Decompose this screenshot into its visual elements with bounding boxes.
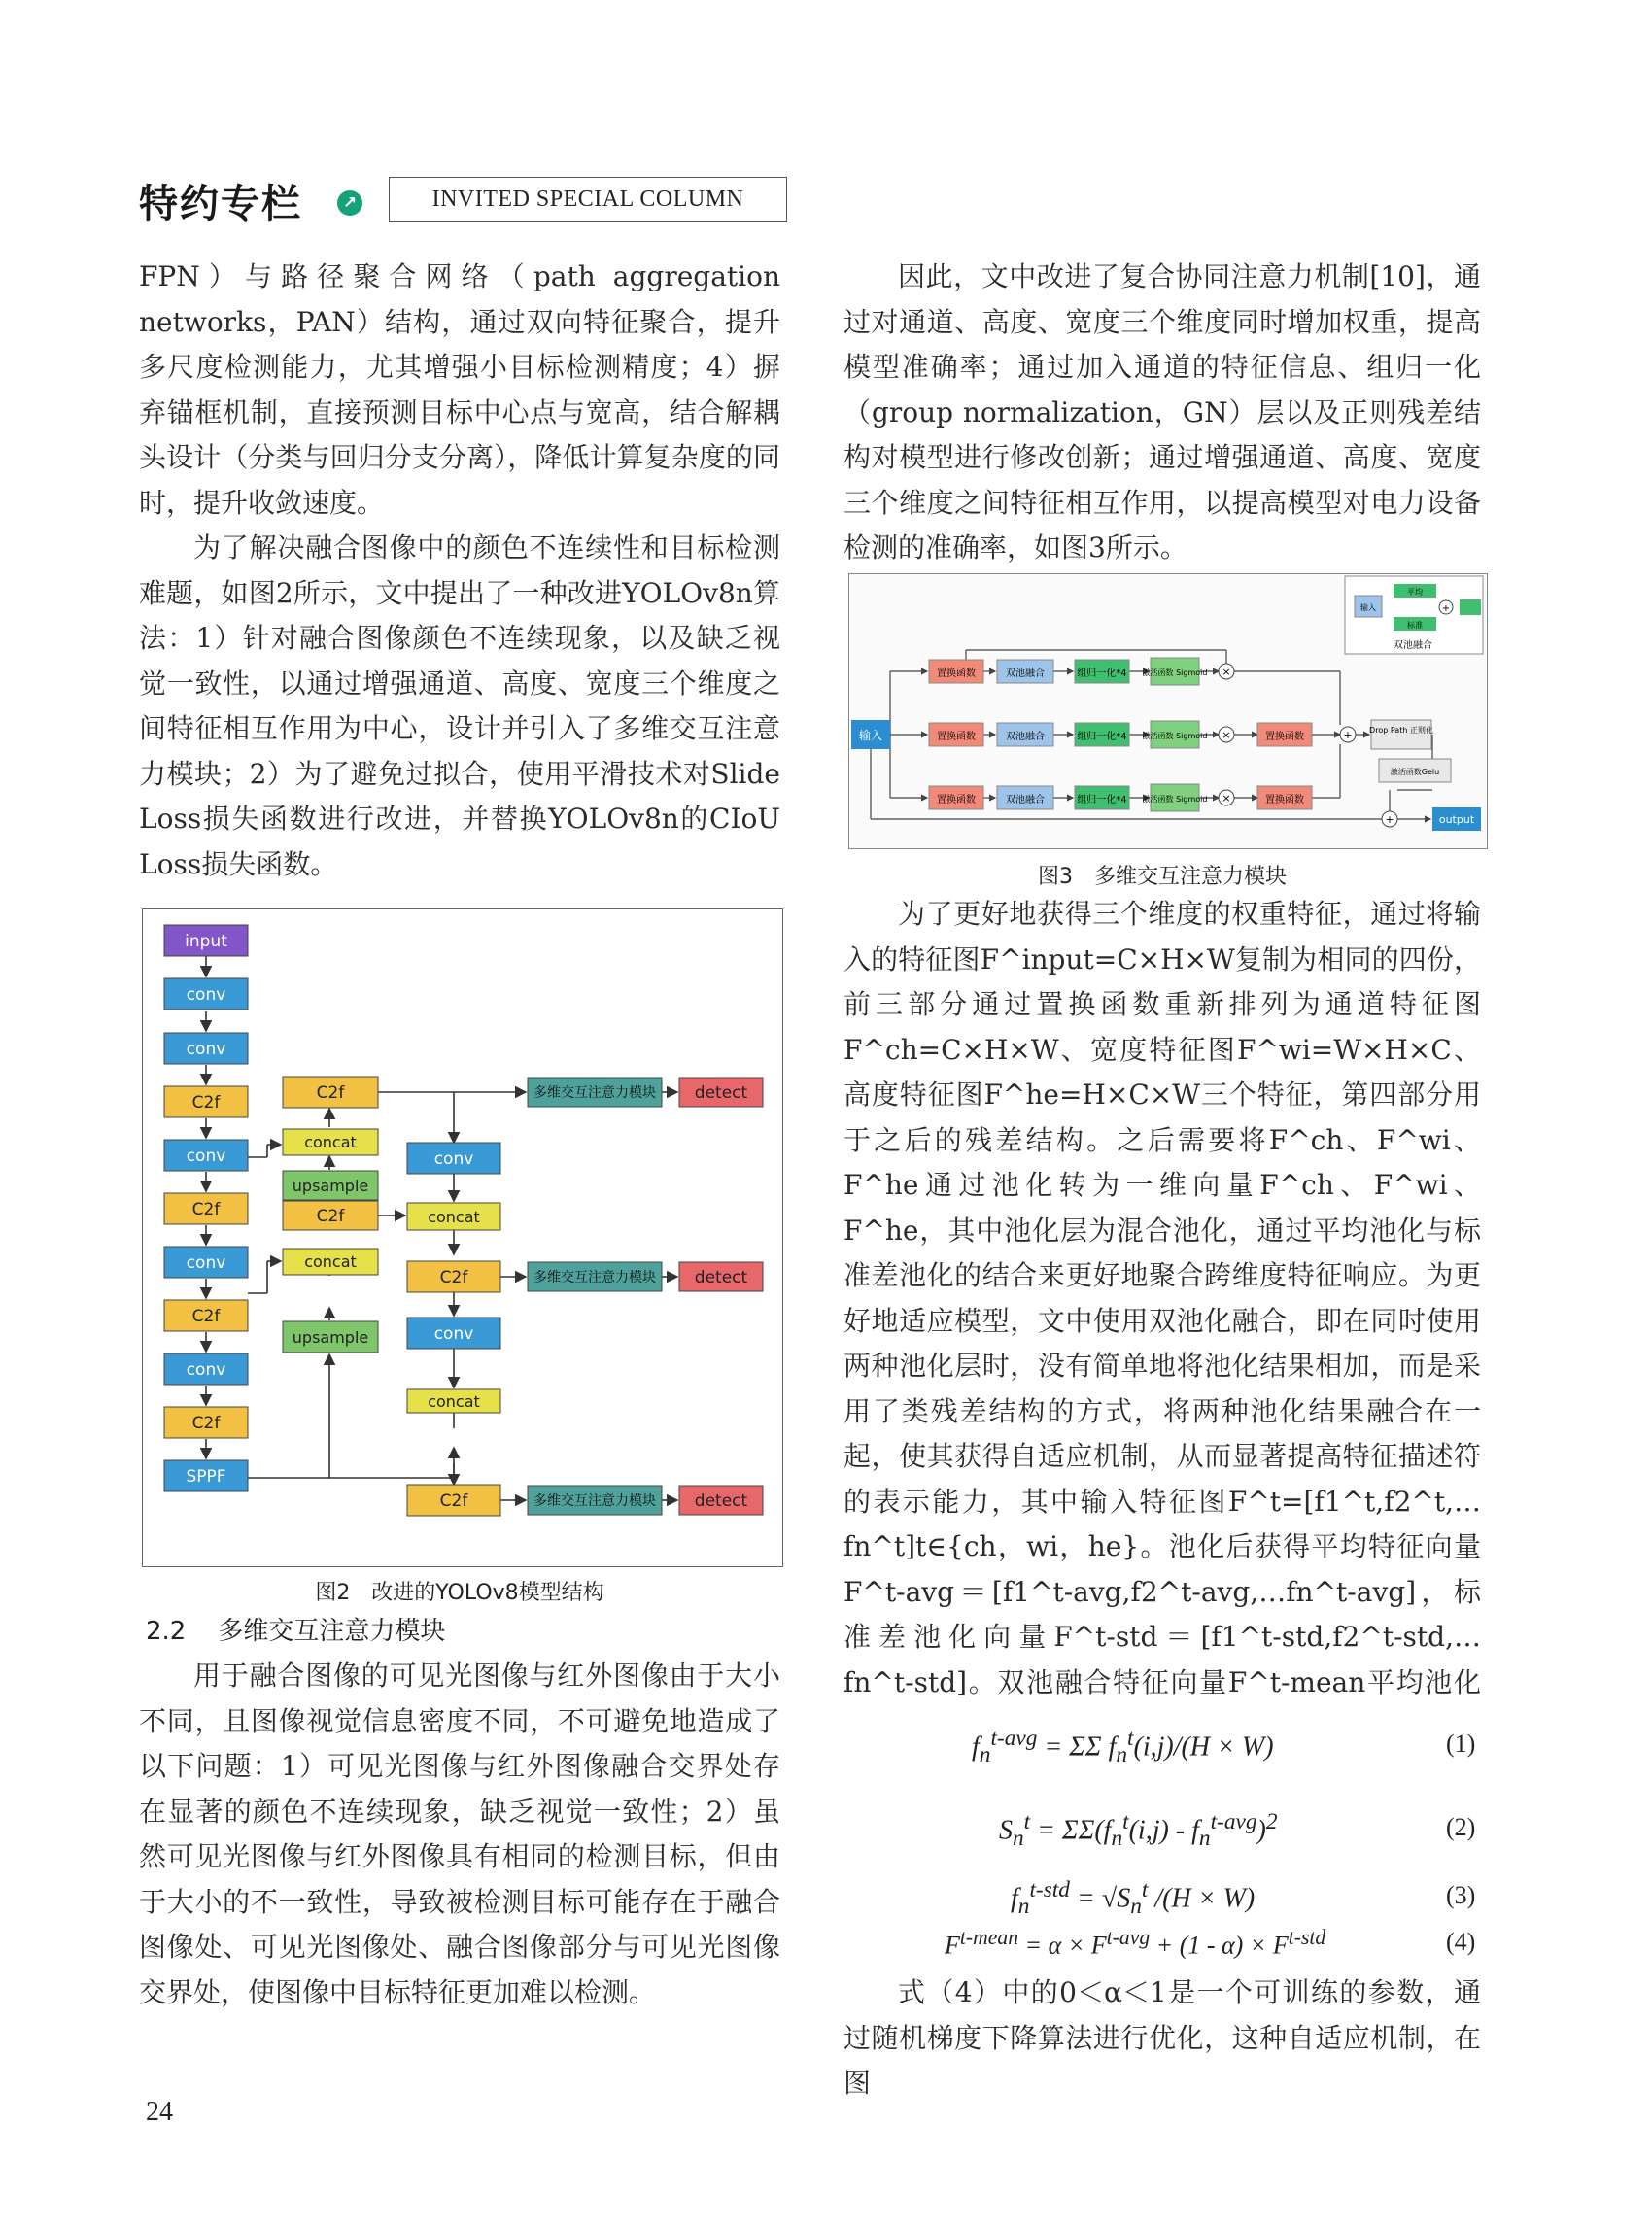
section-title: 多维交互注意力模块 xyxy=(218,1617,446,1646)
block-concat: concat xyxy=(428,1392,480,1411)
block-c2f: C2f xyxy=(439,1491,468,1511)
paragraph: FPN）与路径聚合网络（path aggregation networks，PAN）结构，通过双向特征聚合，提升多尺度检测能力，尤其增强小目标检测精度；4）摒弃锚框机制，直接预测目标中心点与宽高，结合解耦头设计（分类与回归分支分离），降低计算复杂度的同时，提升收敛速度。 xyxy=(139,260,780,519)
block-concat: concat xyxy=(428,1208,480,1226)
block-c2f: C2f xyxy=(316,1207,345,1226)
column-name-box: INVITED SPECIAL COLUMN xyxy=(389,177,787,222)
svg-text:+: + xyxy=(1343,729,1353,741)
block-c2f: C2f xyxy=(439,1268,468,1287)
yolov8-architecture-diagram xyxy=(143,909,781,1565)
right-column-tail xyxy=(843,1970,1481,2106)
block-concat: concat xyxy=(304,1252,357,1271)
block-c2f: C2f xyxy=(191,1200,221,1219)
figure-2-caption: 图2 改进的YOLOv8模型结构 xyxy=(315,1581,604,1605)
neck-left xyxy=(283,1077,378,1353)
equation-number: (1) xyxy=(1446,1729,1476,1758)
equation-2: $S_n^t = \Sigma\Sigma(f_n^t(i,j) - f_n^{t-avg})^2$ xyxy=(999,1809,1278,1851)
right-column-top xyxy=(843,255,1481,571)
block-conv: conv xyxy=(433,1324,474,1344)
paragraph: 用于融合图像的可见光图像与红外图像由于大小不同，且图像视觉信息密度不同，不可避免地造成了以下问题：1）可见光图像与红外图像融合交界处存在显著的颜色不连续现象，缺乏视觉一致性；2）虽然可见光图像与红外图像具有相同的检测目标，但由于大小的不一致性，导致被检测目标可能存在于融合图像处、可见光图像处、融合图像部分与可见光图像交界处，使图像中目标特征更加难以检测。 xyxy=(139,1660,780,2008)
fig3-permute: 置换函数 xyxy=(937,732,976,742)
fig3-sigmoid: 激活函数 Sigmoid xyxy=(1142,795,1208,804)
fig3-sigmoid: 激活函数 Sigmoid xyxy=(1142,732,1208,740)
block-c2f: C2f xyxy=(191,1414,221,1433)
block-conv: conv xyxy=(186,1360,226,1380)
fig3-inset-input: 输入 xyxy=(1360,603,1376,612)
equation-1: $f_n^{t-avg} = \Sigma\Sigma$ $f_n^t(i,j)/(H \times W)$ xyxy=(972,1726,1274,1767)
block-c2f: C2f xyxy=(191,1307,221,1326)
figure-3 xyxy=(848,573,1488,849)
fig3-permute: 置换函数 xyxy=(937,668,976,679)
attention-module: 多维交互注意力模块 xyxy=(533,1085,656,1101)
attention-module: 多维交互注意力模块 xyxy=(533,1270,656,1285)
fig3-gelu: 激活函数Gelu xyxy=(1390,768,1440,776)
fig3-permute: 置换函数 xyxy=(1265,732,1304,742)
detect-head: detect xyxy=(694,1083,748,1103)
svg-text:+: + xyxy=(1441,603,1451,614)
block-c2f: C2f xyxy=(191,1093,221,1113)
left-column-bottom xyxy=(139,1654,780,2015)
block-c2f: C2f xyxy=(316,1083,345,1103)
detect-head: detect xyxy=(694,1268,748,1287)
block-conv: conv xyxy=(186,1040,226,1059)
block-upsample: upsample xyxy=(292,1177,369,1195)
fig3-permute: 置换函数 xyxy=(1265,795,1304,805)
detect-head: detect xyxy=(694,1491,748,1511)
fig3-std: 标准 xyxy=(1407,621,1423,630)
equation-3: $f_n^{t-std} = √S_n^t$ /(H × W) xyxy=(1011,1877,1256,1919)
section-number: 2.2 xyxy=(146,1617,187,1646)
paragraph: 因此，文中改进了复合协同注意力机制[10]，通过对通道、高度、宽度三个维度同时增加权重，提高模型准确率；通过加入通道的特征信息、组归一化（group normalization，GN）层以及正则残差结构对模型进行修改创新；通过增强通道、高度、宽度三个维度之间特征相互作用，以提高模型对电力设备检测的准确率，如图3所示。 xyxy=(843,260,1481,564)
block-concat: concat xyxy=(304,1133,357,1151)
fig3-input: 输入 xyxy=(858,729,883,742)
equation-number: (2) xyxy=(1446,1813,1476,1841)
left-column-top xyxy=(139,255,780,887)
right-column-bottom xyxy=(843,892,1481,1700)
section-heading xyxy=(146,1611,445,1647)
svg-text:+: + xyxy=(1385,813,1394,826)
block-upsample: upsample xyxy=(292,1328,369,1347)
fig3-output: output xyxy=(1438,813,1475,826)
figure-2 xyxy=(142,908,783,1567)
fig3-inset-label: 双池融合 xyxy=(1394,640,1432,651)
paragraph: 为了更好地获得三个维度的权重特征，通过将输入的特征图F^input=C×H×W复制为相同的四份，前三部分通过置换函数重新排列为通道特征图F^ch=C×H×W、宽度特征图F^wi=W×H×C、高度特征图F^he=H×C×W三个特征，第四部分用于之后的残差结构。之后需要将F^ch、F^wi、F^he通过池化转为一维向量F^ch、F^wi、F^he，其中池化层为混合池化，通过平均池化与标准差池化的结合来更好地聚合跨维度特征响应。为更好地适应模型，文中使用双池化融合，即在同时使用两种池化层时，没有简单地将池化结果相加，而是采用了类残差结构的方式，将两种池化结果融合在一起，使其获得自适应机制，从而显著提高特征描述符的表示能力，其中输入特征图F^t=[f1^t,f2^t,…fn^t]t∈{ch，wi，he}。池化后获得平均特征向量F^t-avg＝[f1^t-avg,f2^t-avg,…fn^t-avg]，标准差池化向量F^t-std＝[f1^t-std,f2^t-std,…fn^t-std]。双池融合特征向量F^t-mean平均池化 xyxy=(843,898,1481,1698)
fig3-dual-pool: 双池融合 xyxy=(1006,795,1045,805)
equation-number: (3) xyxy=(1446,1881,1476,1909)
equation-4: $F^{t-mean} = \alpha \times F^{t-avg} + (1 - \alpha) \times F^{t-std}$ xyxy=(945,1926,1326,1960)
svg-text:×: × xyxy=(1222,729,1231,741)
paragraph: 为了解决融合图像中的颜色不连续性和目标检测难题，如图2所示，文中提出了一种改进YOLOv8n算法：1）针对融合图像颜色不连续现象，以及缺乏视觉一致性，以通过增强通道、高度、宽度三个维度之间特征相互作用为中心，设计并引入了多维交互注意力模块；2）为了避免过拟合，使用平滑技术对Slide Loss损失函数进行改进，并替换YOLOv8n的CIoU Loss损失函数。 xyxy=(139,531,780,880)
column-title: 特约专栏 xyxy=(139,182,302,226)
block-conv: conv xyxy=(186,1147,226,1166)
attention-module-diagram xyxy=(849,574,1486,847)
svg-text:×: × xyxy=(1222,666,1231,678)
fig3-group-norm: 组归一化*4 xyxy=(1077,795,1127,805)
fig3-permute: 置换函数 xyxy=(937,795,976,805)
block-sppf: SPPF xyxy=(186,1467,226,1487)
block-conv: conv xyxy=(433,1149,474,1169)
fig3-dual-pool: 双池融合 xyxy=(1006,668,1045,679)
figure-3-caption: 图3 多维交互注意力模块 xyxy=(1038,865,1287,889)
page-number: 24 xyxy=(146,2097,173,2127)
fig3-group-norm: 组归一化*4 xyxy=(1077,668,1127,679)
arrow-circle-icon: ↗ xyxy=(337,190,362,216)
heads xyxy=(528,1078,763,1515)
fig3-drop-path: Drop Path 正则化 xyxy=(1369,726,1433,735)
fig3-avg: 平均 xyxy=(1407,588,1423,597)
attention-module: 多维交互注意力模块 xyxy=(533,1493,656,1509)
fig3-sigmoid: 激活函数 Sigmoid xyxy=(1142,668,1208,677)
block-conv: conv xyxy=(186,985,226,1005)
backbone xyxy=(164,925,248,1491)
fig3-dual-pool: 双池融合 xyxy=(1006,732,1045,742)
fig3-group-norm: 组归一化*4 xyxy=(1077,732,1127,742)
paragraph: 式（4）中的0＜α＜1是一个可训练的参数，通过随机梯度下降算法进行优化，这种自适应机制，在图 xyxy=(843,1976,1481,2099)
equation-number: (4) xyxy=(1446,1928,1476,1956)
block-conv: conv xyxy=(186,1253,226,1273)
svg-text:×: × xyxy=(1222,792,1231,805)
block-input: input xyxy=(185,932,227,951)
